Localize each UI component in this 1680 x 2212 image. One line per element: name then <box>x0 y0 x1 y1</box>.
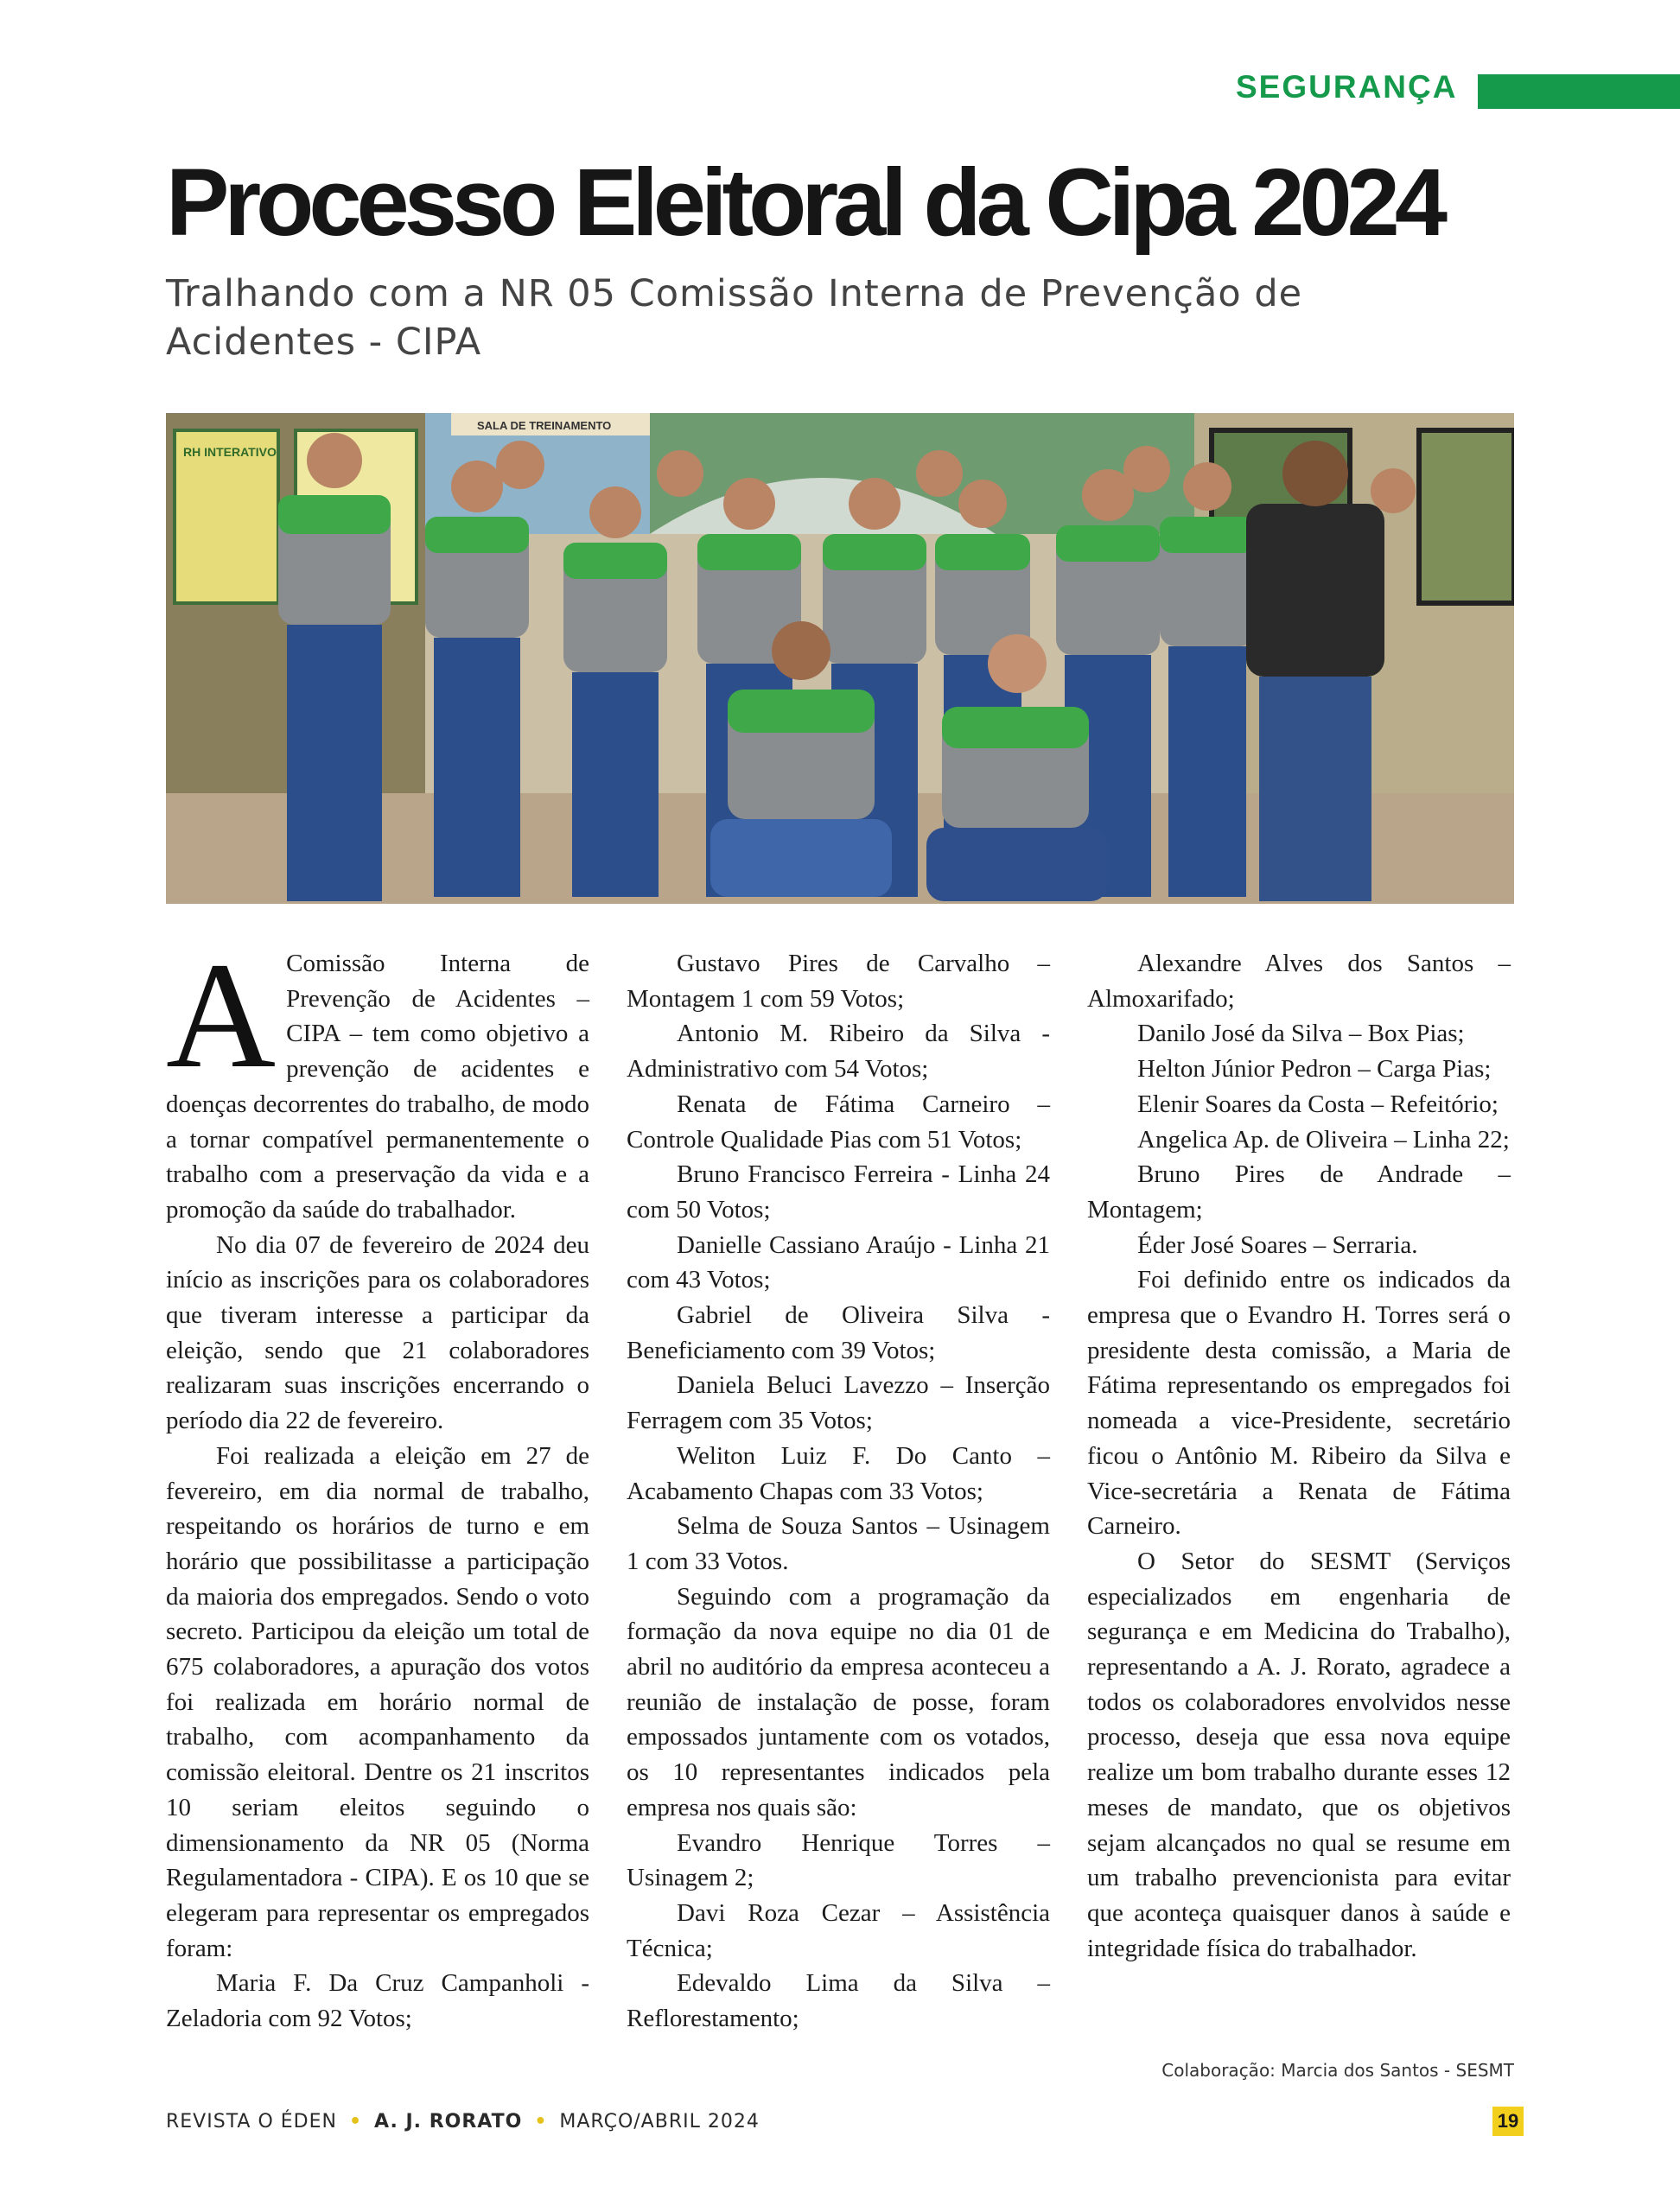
photo-credit: Colaboração: Marcia dos Santos - SESMT <box>1161 2060 1514 2081</box>
paragraph: Davi Roza Cezar – Assistência Técnica; <box>627 1898 1050 1962</box>
article-column-1 <box>166 931 589 2037</box>
brand-name: A. J. RORATO <box>374 2111 523 2133</box>
article-subtitle: Tralhando com a NR 05 Comissão Interna de Prevenção de Acidentes - CIPA <box>166 272 1303 364</box>
paragraph: Selma de Souza Santos – Usinagem 1 com 33 Votos. <box>627 1512 1050 1575</box>
paragraph: Foi definido entre os indicados da empresa que o Evandro H. Torres será o presidente desta comissão, a Maria de Fátima representando os empregados foi nomeada a vice-Presidente, secretário ficou o Antônio M. Ribeiro da Silva e Vice-secretária a Renata de Fátima Carneiro. <box>1087 1266 1511 1541</box>
paragraph: Weliton Luiz F. Do Canto – Acabamento Chapas com 33 Votos; <box>627 1441 1050 1505</box>
paragraph: Elenir Soares da Costa – Refeitório; <box>1137 1090 1499 1118</box>
paragraph: Antonio M. Ribeiro da Silva - Administrativo com 54 Votos; <box>627 1020 1050 1084</box>
separator-dot: • <box>348 2111 363 2133</box>
paragraph: Danielle Cassiano Araújo - Linha 21 com 43 Votos; <box>627 1230 1050 1294</box>
magazine-name: REVISTA O ÉDEN <box>166 2111 337 2133</box>
paragraph: Gustavo Pires de Carvalho – Montagem 1 com 59 Votos; <box>627 950 1050 1013</box>
paragraph: Angelica Ap. de Oliveira – Linha 22; <box>1137 1125 1510 1154</box>
article-title: Processo Eleitoral da Cipa 2024 <box>166 149 1442 256</box>
paragraph: O Setor do SESMT (Serviços especializados em engenharia de segurança e em Medicina do Trabalho), representando a A. J. Rorato, agradece a todos os colaboradores envolvidos nesse processo, deseja que essa nova equipe realize um bom trabalho durante esses 12 meses de mandato, que os objetivos sejam alcançados no qual se resume em um trabalho prevencionista para evitar que aconteça quaisquer danos à saúde e integridade física do trabalhador. <box>1087 1547 1511 1962</box>
paragraph: Daniela Beluci Lavezzo – Inserção Ferragem com 35 Votos; <box>627 1371 1050 1435</box>
sign-text: SALA DE TREINAMENTO <box>477 419 612 432</box>
paragraph: Maria F. Da Cruz Campanholi - Zeladoria com 92 Votos; <box>166 1969 589 2033</box>
article-column-3 <box>1087 946 1511 1966</box>
paragraph: Alexandre Alves dos Santos – Almoxarifado; <box>1087 950 1511 1013</box>
paragraph: Edevaldo Lima da Silva – Reflorestamento; <box>627 1969 1050 2033</box>
section-tag: SEGURANÇA <box>1236 69 1458 105</box>
page-number: 19 <box>1492 2107 1524 2136</box>
separator-dot: • <box>534 2111 548 2133</box>
paragraph: Evandro Henrique Torres – Usinagem 2; <box>627 1828 1050 1892</box>
paragraph: Éder José Soares – Serraria. <box>1137 1230 1418 1259</box>
issue-date: MARÇO/ABRIL 2024 <box>559 2111 760 2133</box>
paragraph: Renata de Fátima Carneiro – Controle Qualidade Pias com 51 Votos; <box>627 1090 1050 1154</box>
intro-paragraph: A Comissão Interna de Prevenção de Acidentes – CIPA – tem como objetivo a prevenção de acidentes e doenças decorrentes do trabalho, de modo a tornar compatível permanentemente o trabalho com a preservação da vida e a promoção da saúde do trabalhador. <box>166 931 589 1224</box>
paragraph: Seguindo com a programação da formação da nova equipe no dia 01 de abril no auditório da empresa aconteceu a reunião de instalação de posse, foram empossados juntamente com os votados, os 10 representantes indicados pela empresa nos quais são: <box>627 1582 1050 1821</box>
paragraph: Danilo José da Silva – Box Pias; <box>1137 1020 1465 1048</box>
footer <box>166 2111 760 2133</box>
paragraph: Gabriel de Oliveira Silva - Beneficiamento com 39 Votos; <box>627 1301 1050 1364</box>
drop-cap: A <box>166 931 277 1100</box>
rh-board-text: RH INTERATIVO <box>183 445 277 459</box>
paragraph: Foi realizada a eleição em 27 de fevereiro, em dia normal de trabalho, respeitando os horários de turno e em horário que possibilitasse a participação da maioria dos empregados. Sendo o voto secreto. Participou da eleição um total de 675 colaboradores, a apuração dos votos foi realizada em horário normal de trabalho, com acompanhamento da comissão eleitoral. Dentre os 21 inscritos 10 seriam eleitos seguindo o dimensionamento da NR 05 (Norma Regulamentadora - CIPA). E os 10 que se elegeram para representar os empregados foram: <box>166 1441 589 1962</box>
paragraph: Helton Júnior Pedron – Carga Pias; <box>1137 1055 1492 1084</box>
paragraph: Bruno Pires de Andrade – Montagem; <box>1087 1160 1511 1224</box>
paragraph: Bruno Francisco Ferreira - Linha 24 com 50 Votos; <box>627 1160 1050 1224</box>
section-accent-bar <box>1478 74 1680 109</box>
paragraph: No dia 07 de fevereiro de 2024 deu início as inscrições para os colaboradores que tiveram interesse a participar da eleição, sendo que 21 colaboradores realizaram suas inscrições encerrando o período dia 22 de fevereiro. <box>166 1230 589 1435</box>
team-photo <box>166 413 1514 904</box>
article-column-2 <box>627 946 1050 2037</box>
